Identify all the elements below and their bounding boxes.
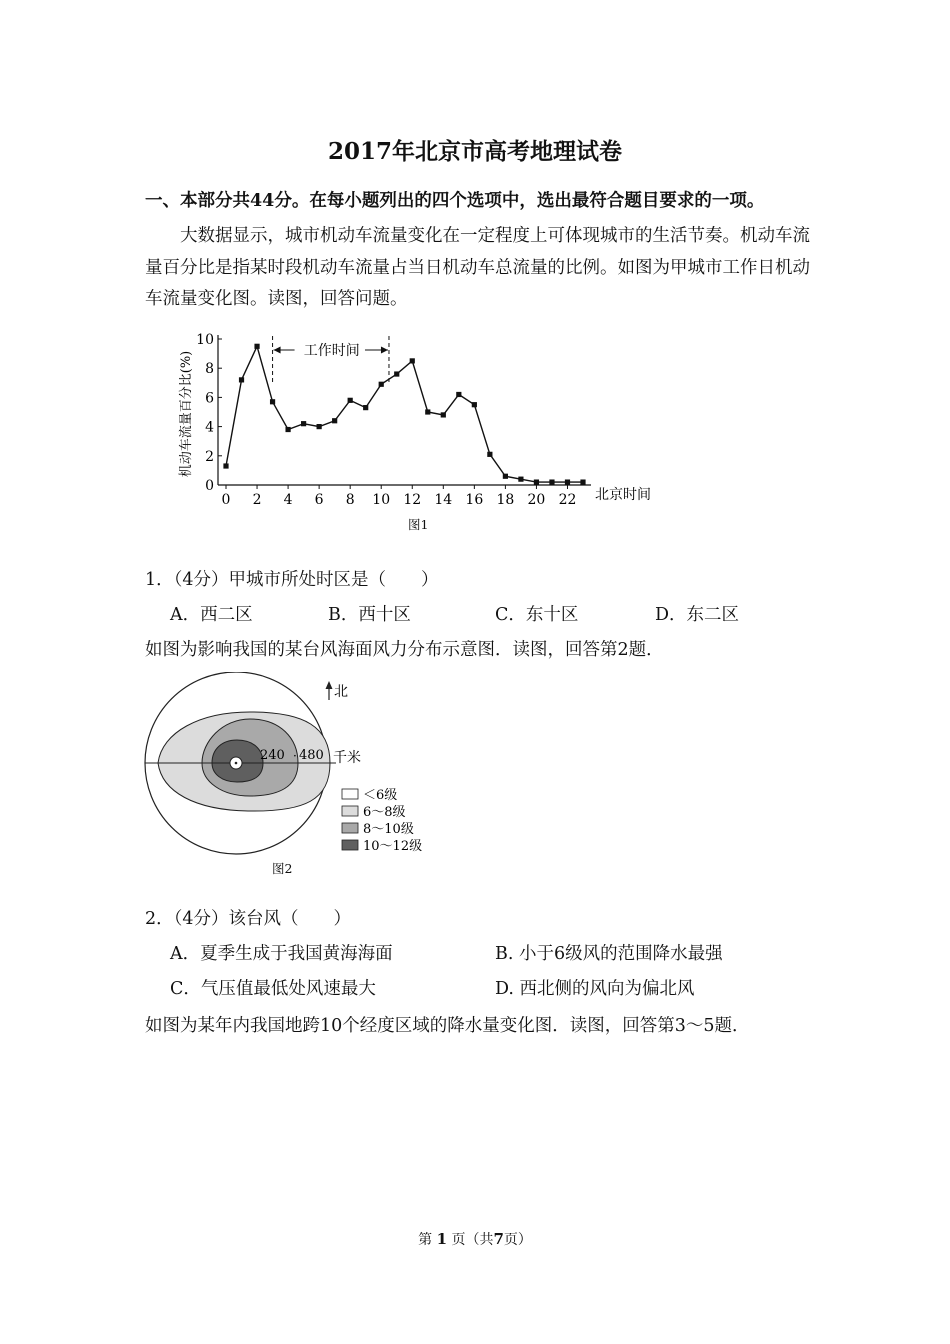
y-tick-label: 8 [205, 361, 214, 378]
north-arrow-icon [326, 681, 333, 689]
legend-label: 6～8级 [363, 805, 406, 820]
footer-page-number: 1 [436, 1230, 447, 1248]
legend-swatch [342, 840, 358, 850]
data-point [270, 399, 275, 404]
traffic-flow-chart [170, 330, 680, 540]
transition-text-2: 如图为影响我国的某台风海面风力分布示意图．读图，回答第2题． [145, 640, 664, 660]
data-point [332, 418, 337, 423]
series-line [226, 346, 583, 482]
wind-legend [342, 788, 422, 854]
data-point [425, 409, 430, 414]
data-point [223, 463, 228, 468]
work-time-label: 工作时间 [303, 343, 360, 359]
data-point [503, 474, 508, 479]
footer-mid: 页（共 [451, 1232, 494, 1248]
data-point [317, 424, 322, 429]
footer-post: 页） [503, 1232, 532, 1248]
section-header: 一、本部分共44分。在每小题列出的四个选项中，选出最符合题目要求的一项。 [145, 191, 765, 211]
legend-swatch [342, 823, 358, 833]
figure2-caption: 图2 [272, 861, 293, 876]
y-axis-label: 机动车流量百分比(%) [179, 350, 194, 478]
data-point [456, 392, 461, 397]
figure1-caption: 图1 [408, 517, 429, 532]
x-tick-label: 4 [283, 492, 293, 508]
y-tick-label: 6 [205, 390, 214, 407]
data-point [472, 402, 477, 407]
data-point [410, 358, 415, 363]
legend-swatch [342, 789, 358, 799]
scale-label-480: 480 [299, 748, 324, 763]
q2-stem: 2．（4分）该台风（ ） [145, 909, 352, 929]
arrow-left-icon [274, 347, 281, 354]
data-point [518, 477, 523, 482]
footer-pre: 第 [418, 1232, 433, 1248]
data-point [285, 427, 290, 432]
data-point [239, 377, 244, 382]
data-point [580, 479, 585, 484]
intro-paragraph: 大数据显示，城市机动车流量变化在一定程度上可体现城市的生活节奏。机动车流量百分比是指某时段机动车流量占当日机动车总流量的比例。如图为甲城市工作日机动车流量变化图。读图，回答问题。 [145, 226, 810, 309]
x-tick-label: 20 [527, 492, 546, 508]
legend-label: ＜6级 [363, 788, 398, 803]
legend-label: 10～12级 [363, 839, 423, 854]
data-point [487, 452, 492, 457]
data-point [254, 344, 259, 349]
y-tick-label: 0 [205, 478, 214, 494]
data-point [549, 479, 554, 484]
q2-option-b: B. 小于6级风的范围降水最强 [495, 944, 723, 964]
data-point [441, 412, 446, 417]
x-tick-label: 0 [221, 492, 231, 508]
km-label: 千米 [333, 750, 361, 766]
y-tick-label: 2 [205, 448, 214, 465]
q1-option-c: C．东十区 [495, 605, 579, 625]
north-label: 北 [334, 684, 348, 700]
x-tick-label: 10 [372, 492, 391, 508]
legend-label: 8～10级 [363, 822, 414, 837]
q1-option-b: B．西十区 [328, 605, 411, 625]
data-point [363, 405, 368, 410]
x-tick-label: 18 [496, 492, 515, 508]
data-point [379, 382, 384, 387]
data-point [394, 371, 399, 376]
page-footer [0, 1229, 950, 1249]
y-tick-label: 4 [205, 419, 214, 436]
footer-total-pages: 7 [493, 1230, 504, 1248]
x-axis-label: 北京时间 [595, 487, 651, 503]
arrow-right-icon [381, 347, 388, 354]
x-tick-label: 6 [314, 492, 324, 508]
data-point [301, 421, 306, 426]
y-tick-label: 10 [196, 332, 214, 348]
data-point [348, 398, 353, 403]
q1-option-d: D．东二区 [655, 605, 740, 625]
transition-text-3: 如图为某年内我国地跨10个经度区域的降水量变化图．读图，回答第3～5题． [145, 1016, 750, 1036]
x-tick-label: 12 [403, 492, 422, 508]
q1-option-a: A．西二区 [170, 605, 253, 625]
data-point [534, 479, 539, 484]
x-tick-label: 8 [345, 492, 355, 508]
x-tick-label: 22 [558, 492, 577, 508]
page-title: 2017年北京市高考地理试卷 [327, 138, 622, 165]
data-point [565, 479, 570, 484]
q2-option-a: A．夏季生成于我国黄海海面 [170, 944, 393, 964]
x-tick-label: 16 [465, 492, 484, 508]
q2-option-c: C．气压值最低处风速最大 [170, 979, 376, 999]
x-tick-label: 2 [252, 492, 262, 508]
scale-label-240: 240 [260, 748, 285, 763]
scale-dot: · [293, 749, 297, 763]
typhoon-wind-diagram [140, 672, 440, 882]
legend-swatch [342, 806, 358, 816]
q1-stem: 1．（4分）甲城市所处时区是（ ） [145, 570, 439, 590]
x-tick-label: 14 [434, 492, 453, 508]
q2-option-d: D. 西北侧的风向为偏北风 [495, 979, 695, 999]
typhoon-center-dot [235, 762, 238, 765]
